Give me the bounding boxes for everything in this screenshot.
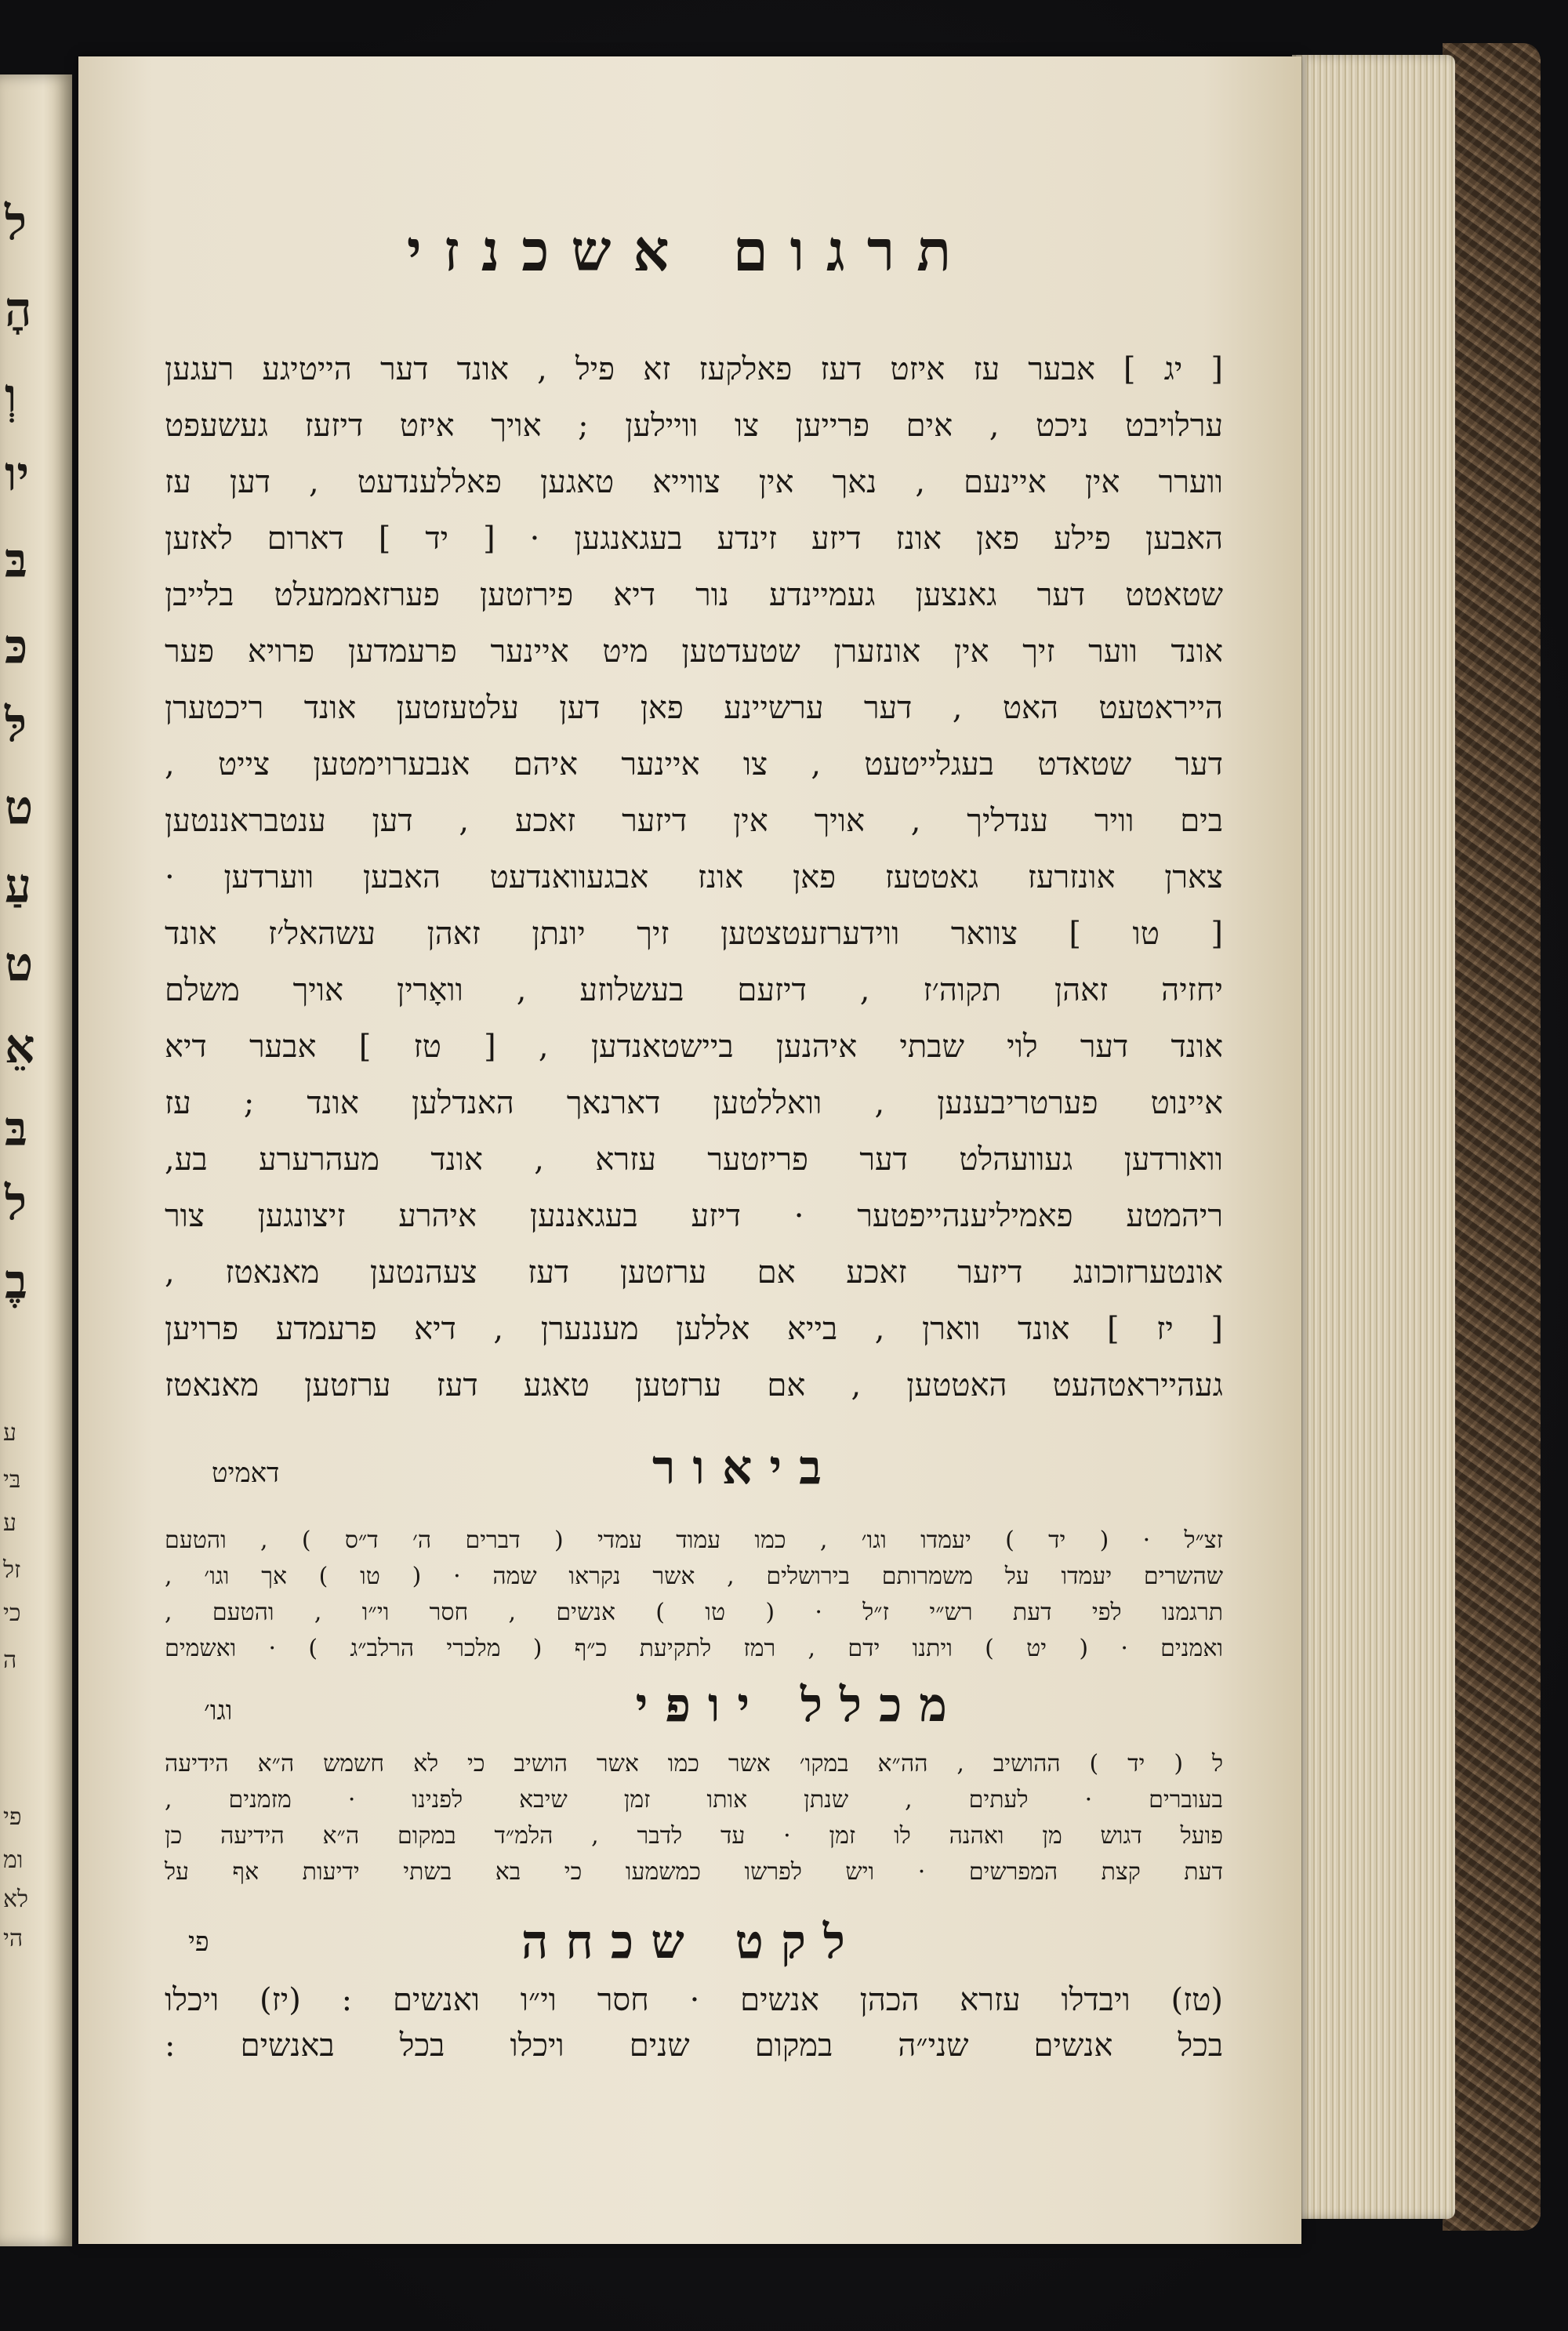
left-page-fragment: ל [5,1176,27,1231]
text-line: איינוט פערטריבענען , וואללטען דארנאך האנדלען אונד ; עז [165,1085,1223,1121]
right-page [78,56,1301,2244]
text-line: געהייראטהעט האטטען , אם ערזטען טאגע דעז ערזטען מאנאטז [165,1367,1223,1403]
text-line: הייראטעט האט , דער ערשיינע פאן דען עלטעזטען אונד ריכטערן [165,690,1223,726]
page-title: תרגום אשכנזי [406,217,974,284]
text-line: תרגמנו לפי דעת רש״י ז״ל · ( טו ) אנשים , חסר וי״ו , והטעם , [165,1599,1223,1626]
biur-heading: ביאור [652,1440,839,1495]
left-page-fragment: יו [5,447,30,502]
left-page-fragment-small: לא [3,1886,29,1913]
left-page-fragment-small: כי [3,1599,21,1627]
biur-catchword: דאמיט [212,1458,280,1489]
left-page-fragment-small: פי [3,1803,22,1831]
text-line: ריהמטע פאמיליענהייפטער · דיזע בעגאננען איהרע זיצונגען צור [165,1198,1223,1234]
left-page-fragment: כּ [5,619,28,674]
text-line: צארן אונזרעז גאטטעז פאן אונז אבגעוואנדעט האבען ווערדען · [165,859,1223,895]
text-line: אונד ווער זיך אין אונזערן שטעדטען מיט איינער פרעמדען פרויא פער [165,634,1223,670]
left-page-fragment: ט [5,937,34,992]
text-line: בכל אנשים שני״ה במקום שנים ויכלו בכל באנשים : [165,2028,1223,2064]
text-line: אונטערזוכונג דיזער זאכע אם ערזטען דעז צעהנטען מאנאטז , [165,1254,1223,1291]
text-line: וואורדען געוועהלט דער פריזטער עזרא , אונד מעהרערע בע, [165,1142,1223,1178]
left-page-fragment-small: ומ [3,1846,24,1874]
text-line: דער שטאדט בעגלייטעט , צו איינער איהם אנבערוימטען צייט , [165,746,1223,782]
left-page-fragment: בֶ [5,1254,27,1309]
text-line: [ יג ] אבער עז איזט דעז פאלקעז זא פיל , אונד דער הייטיגע רעגען [165,351,1223,387]
left-page-fragment: אֵ [5,1019,35,1074]
text-line: ל ( יד ) ההושיב , הה״א במקו׳ אשר כמו אשר הושיב כי לא חשמש ה״א הידיעה [165,1750,1223,1777]
left-page-fragment: וְ [5,369,17,423]
text-line: שטאטט דער גאנצען געמיינדע נור דיא פירזטען פערזאממעלט בלייבן [165,577,1223,613]
left-page-fragment: בּ [5,1102,27,1156]
text-line: בים וויר ענדליך , אויך אין דיזער זאכע , דען ענטבראננטען [165,803,1223,839]
left-page-fragment-small: ה [3,1647,17,1674]
left-page-fragment: לּ [5,698,27,753]
text-line: [ יז ] אונד ווארן , בייא אללען מעננערן , דיא פרעמדע פרויען [165,1311,1223,1347]
left-page-fragment: עַ [5,859,31,913]
left-page-fragment-small: בּי [3,1466,21,1494]
book-cover-binding [1443,43,1541,2231]
leket-catchword: פי [188,1926,209,1958]
text-line: ווערר אין איינעם , נאך אין צווייא טאגען פאללענדעט , דען עז [165,464,1223,500]
left-page-fragment: הׇ [5,282,32,337]
michlal-heading: מכלל יופי [635,1678,964,1733]
text-line: שהשרים יעמדו על משמרותם בירושלים , אשר נקראו שמה · ( טו ) אך וגו׳ , [165,1563,1223,1590]
text-line: דעת קצת המפרשים · ויש לפרשו כמשמעו כי בא בשתי ידיעות אף על [165,1858,1223,1886]
left-page-fragment: בּ [5,533,27,588]
text-line: ערלויבט ניכט , אים פרייען צו וויילען ; אויך איזט דיזעז געשעפט [165,408,1223,444]
left-page-fragment-small: הי [3,1925,24,1952]
left-page-edge [0,74,72,2246]
page-block-edges [1292,55,1455,2219]
text-line: [ טו ] צוואר ווידערזעטצטען זיך יונתן זאהן עשהאל׳ז אונד [165,916,1223,952]
text-line: אונד דער לוי שבתי איהנען ביישטאנדען , [ טז ] אבער דיא [165,1029,1223,1065]
left-page-fragment: ל [5,196,27,251]
left-page-fragment-small: ע [3,1419,16,1447]
michlal-catchword: וגו׳ [204,1695,233,1726]
text-line: האבען פילע פאן אונז דיזע זינדע בעגאנגען · [ יד ] דארום לאזען [165,521,1223,557]
text-line: זצ״ל · ( יד ) יעמדו וגו׳ , כמו עמוד עמדי ( דברים ה׳ ד״ס ) , והטעם [165,1527,1223,1554]
text-line: פועל דגוש מן ואהנה לו זמן · עד לדבר , הלמ״ד במקום ה״א הידיעה כן [165,1822,1223,1850]
left-page-fragment-small: זל [3,1556,21,1584]
left-page-fragment-small: ע [3,1509,16,1537]
text-line: יחזיה זאהן תקוה׳ז , דיזעם בעשלוזע , וואָרין אויך משלם [165,972,1223,1008]
text-line: ואמנים · ( יט ) ויתנו ידם , רמז לתקיעת כ״ף ( מלכרי הרלב״ג ) · ואשמים [165,1635,1223,1662]
text-line: בעוברים · לעתים , שנתן אותו זמן שיבא לפנינו · מזמנים , [165,1786,1223,1814]
left-page-fragment: ט [5,780,34,835]
leket-heading: לקט שכחה [521,1915,862,1970]
text-line: (טז) ויבדלו עזרא הכהן אנשים · חסר וי״ו ואנשים : (יז) ויכלו [165,1982,1223,2018]
